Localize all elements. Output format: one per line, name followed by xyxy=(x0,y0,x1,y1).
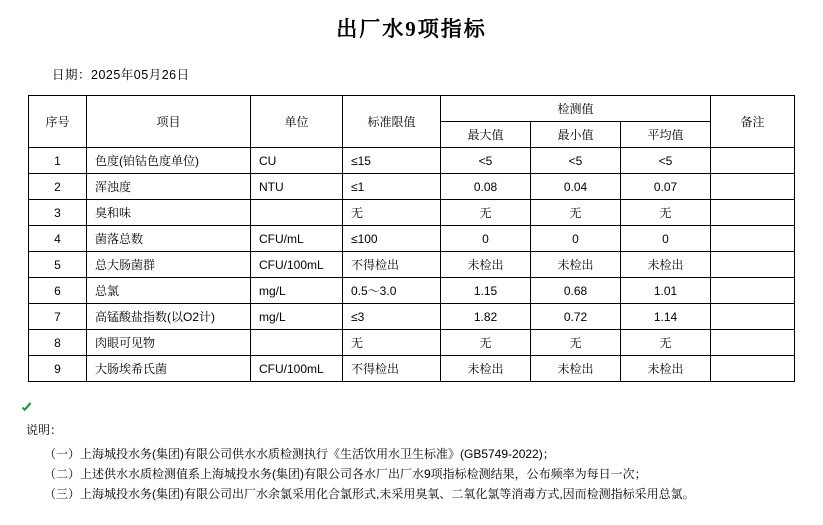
cell-note xyxy=(711,148,795,174)
cell-avg: <5 xyxy=(621,148,711,174)
cell-avg: 无 xyxy=(621,330,711,356)
cell-max: 0 xyxy=(441,226,531,252)
table-row xyxy=(29,304,795,330)
header-min: 最小值 xyxy=(531,122,621,148)
cell-note xyxy=(711,226,795,252)
notes-section xyxy=(26,420,823,504)
cell-unit: CU xyxy=(251,148,343,174)
header-unit: 单位 xyxy=(251,96,343,148)
cell-max: 0.08 xyxy=(441,174,531,200)
cell-max: 1.15 xyxy=(441,278,531,304)
header-measured-group: 检测值 xyxy=(441,96,711,122)
page-title: 出厂水9项指标 xyxy=(336,17,487,41)
cell-min: 无 xyxy=(531,200,621,226)
cell-min: 0.68 xyxy=(531,278,621,304)
cell-limit: 0.5～3.0 xyxy=(343,278,441,304)
cell-avg: 1.14 xyxy=(621,304,711,330)
cell-note xyxy=(711,304,795,330)
cell-avg: 0.07 xyxy=(621,174,711,200)
cell-item: 高锰酸盐指数(以O2计) xyxy=(87,304,251,330)
cell-limit: ≤1 xyxy=(343,174,441,200)
cell-item: 肉眼可见物 xyxy=(87,330,251,356)
cell-max: <5 xyxy=(441,148,531,174)
cell-seq: 9 xyxy=(29,356,87,382)
cell-limit: 不得检出 xyxy=(343,252,441,278)
cell-avg: 0 xyxy=(621,226,711,252)
cell-note xyxy=(711,174,795,200)
cell-min: 无 xyxy=(531,330,621,356)
cell-item: 总氯 xyxy=(87,278,251,304)
cell-unit xyxy=(251,200,343,226)
cell-max: 未检出 xyxy=(441,356,531,382)
cell-unit: CFU/100mL xyxy=(251,252,343,278)
cell-max: 未检出 xyxy=(441,252,531,278)
cell-max: 无 xyxy=(441,200,531,226)
cell-min: 0.72 xyxy=(531,304,621,330)
header-note: 备注 xyxy=(711,96,795,148)
note-line-3: （三）上海城投水务(集团)有限公司出厂水余氯采用化合氯形式,未采用臭氧、二氧化氯等消毒方式,因而检测指标采用总氯。 xyxy=(44,487,695,501)
cell-max: 1.82 xyxy=(441,304,531,330)
cell-item: 菌落总数 xyxy=(87,226,251,252)
notes-heading: 说明： xyxy=(26,423,63,437)
header-max: 最大值 xyxy=(441,122,531,148)
table-row xyxy=(29,226,795,252)
cell-min: 0 xyxy=(531,226,621,252)
cell-avg: 未检出 xyxy=(621,252,711,278)
header-limit: 标准限值 xyxy=(343,96,441,148)
table-row xyxy=(29,252,795,278)
table-row xyxy=(29,200,795,226)
cell-avg: 无 xyxy=(621,200,711,226)
cell-unit: CFU/mL xyxy=(251,226,343,252)
note-line-1: （一）上海城投水务(集团)有限公司供水水质检测执行《生活饮用水卫生标准》(GB5749-2022)； xyxy=(44,447,555,461)
cell-item: 大肠埃希氏菌 xyxy=(87,356,251,382)
cell-seq: 5 xyxy=(29,252,87,278)
water-quality-table xyxy=(28,95,795,382)
header-item: 项目 xyxy=(87,96,251,148)
cell-limit: ≤3 xyxy=(343,304,441,330)
cell-note xyxy=(711,356,795,382)
table-row xyxy=(29,356,795,382)
cell-seq: 1 xyxy=(29,148,87,174)
cell-unit xyxy=(251,330,343,356)
cell-avg: 未检出 xyxy=(621,356,711,382)
note-line-2: （二）上述供水水质检测值系上海城投水务(集团)有限公司各水厂出厂水9项指标检测结果，公布频率为每日一次； xyxy=(44,467,647,481)
cell-limit: ≤100 xyxy=(343,226,441,252)
cell-seq: 8 xyxy=(29,330,87,356)
table-row xyxy=(29,174,795,200)
cell-item: 色度(铂钴色度单位) xyxy=(87,148,251,174)
cell-note xyxy=(711,252,795,278)
cell-seq: 2 xyxy=(29,174,87,200)
cell-seq: 7 xyxy=(29,304,87,330)
cell-note xyxy=(711,200,795,226)
cell-seq: 4 xyxy=(29,226,87,252)
header-seq: 序号 xyxy=(29,96,87,148)
table-row xyxy=(29,330,795,356)
cell-min: 未检出 xyxy=(531,356,621,382)
cell-min: <5 xyxy=(531,148,621,174)
check-mark-icon xyxy=(22,404,31,413)
cell-limit: ≤15 xyxy=(343,148,441,174)
cell-limit: 无 xyxy=(343,200,441,226)
table-row xyxy=(29,148,795,174)
cell-item: 臭和味 xyxy=(87,200,251,226)
cell-item: 浑浊度 xyxy=(87,174,251,200)
cell-note xyxy=(711,330,795,356)
cell-limit: 不得检出 xyxy=(343,356,441,382)
cell-limit: 无 xyxy=(343,330,441,356)
cell-unit: NTU xyxy=(251,174,343,200)
cell-min: 0.04 xyxy=(531,174,621,200)
table-header-row-1 xyxy=(29,96,795,122)
cell-max: 无 xyxy=(441,330,531,356)
cell-seq: 6 xyxy=(29,278,87,304)
cell-min: 未检出 xyxy=(531,252,621,278)
cell-unit: mg/L xyxy=(251,304,343,330)
cell-unit: mg/L xyxy=(251,278,343,304)
table-row xyxy=(29,278,795,304)
report-date: 日期：2025年05月26日 xyxy=(52,68,190,82)
cell-avg: 1.01 xyxy=(621,278,711,304)
header-avg: 平均值 xyxy=(621,122,711,148)
cell-item: 总大肠菌群 xyxy=(87,252,251,278)
cell-unit: CFU/100mL xyxy=(251,356,343,382)
cell-seq: 3 xyxy=(29,200,87,226)
cell-note xyxy=(711,278,795,304)
